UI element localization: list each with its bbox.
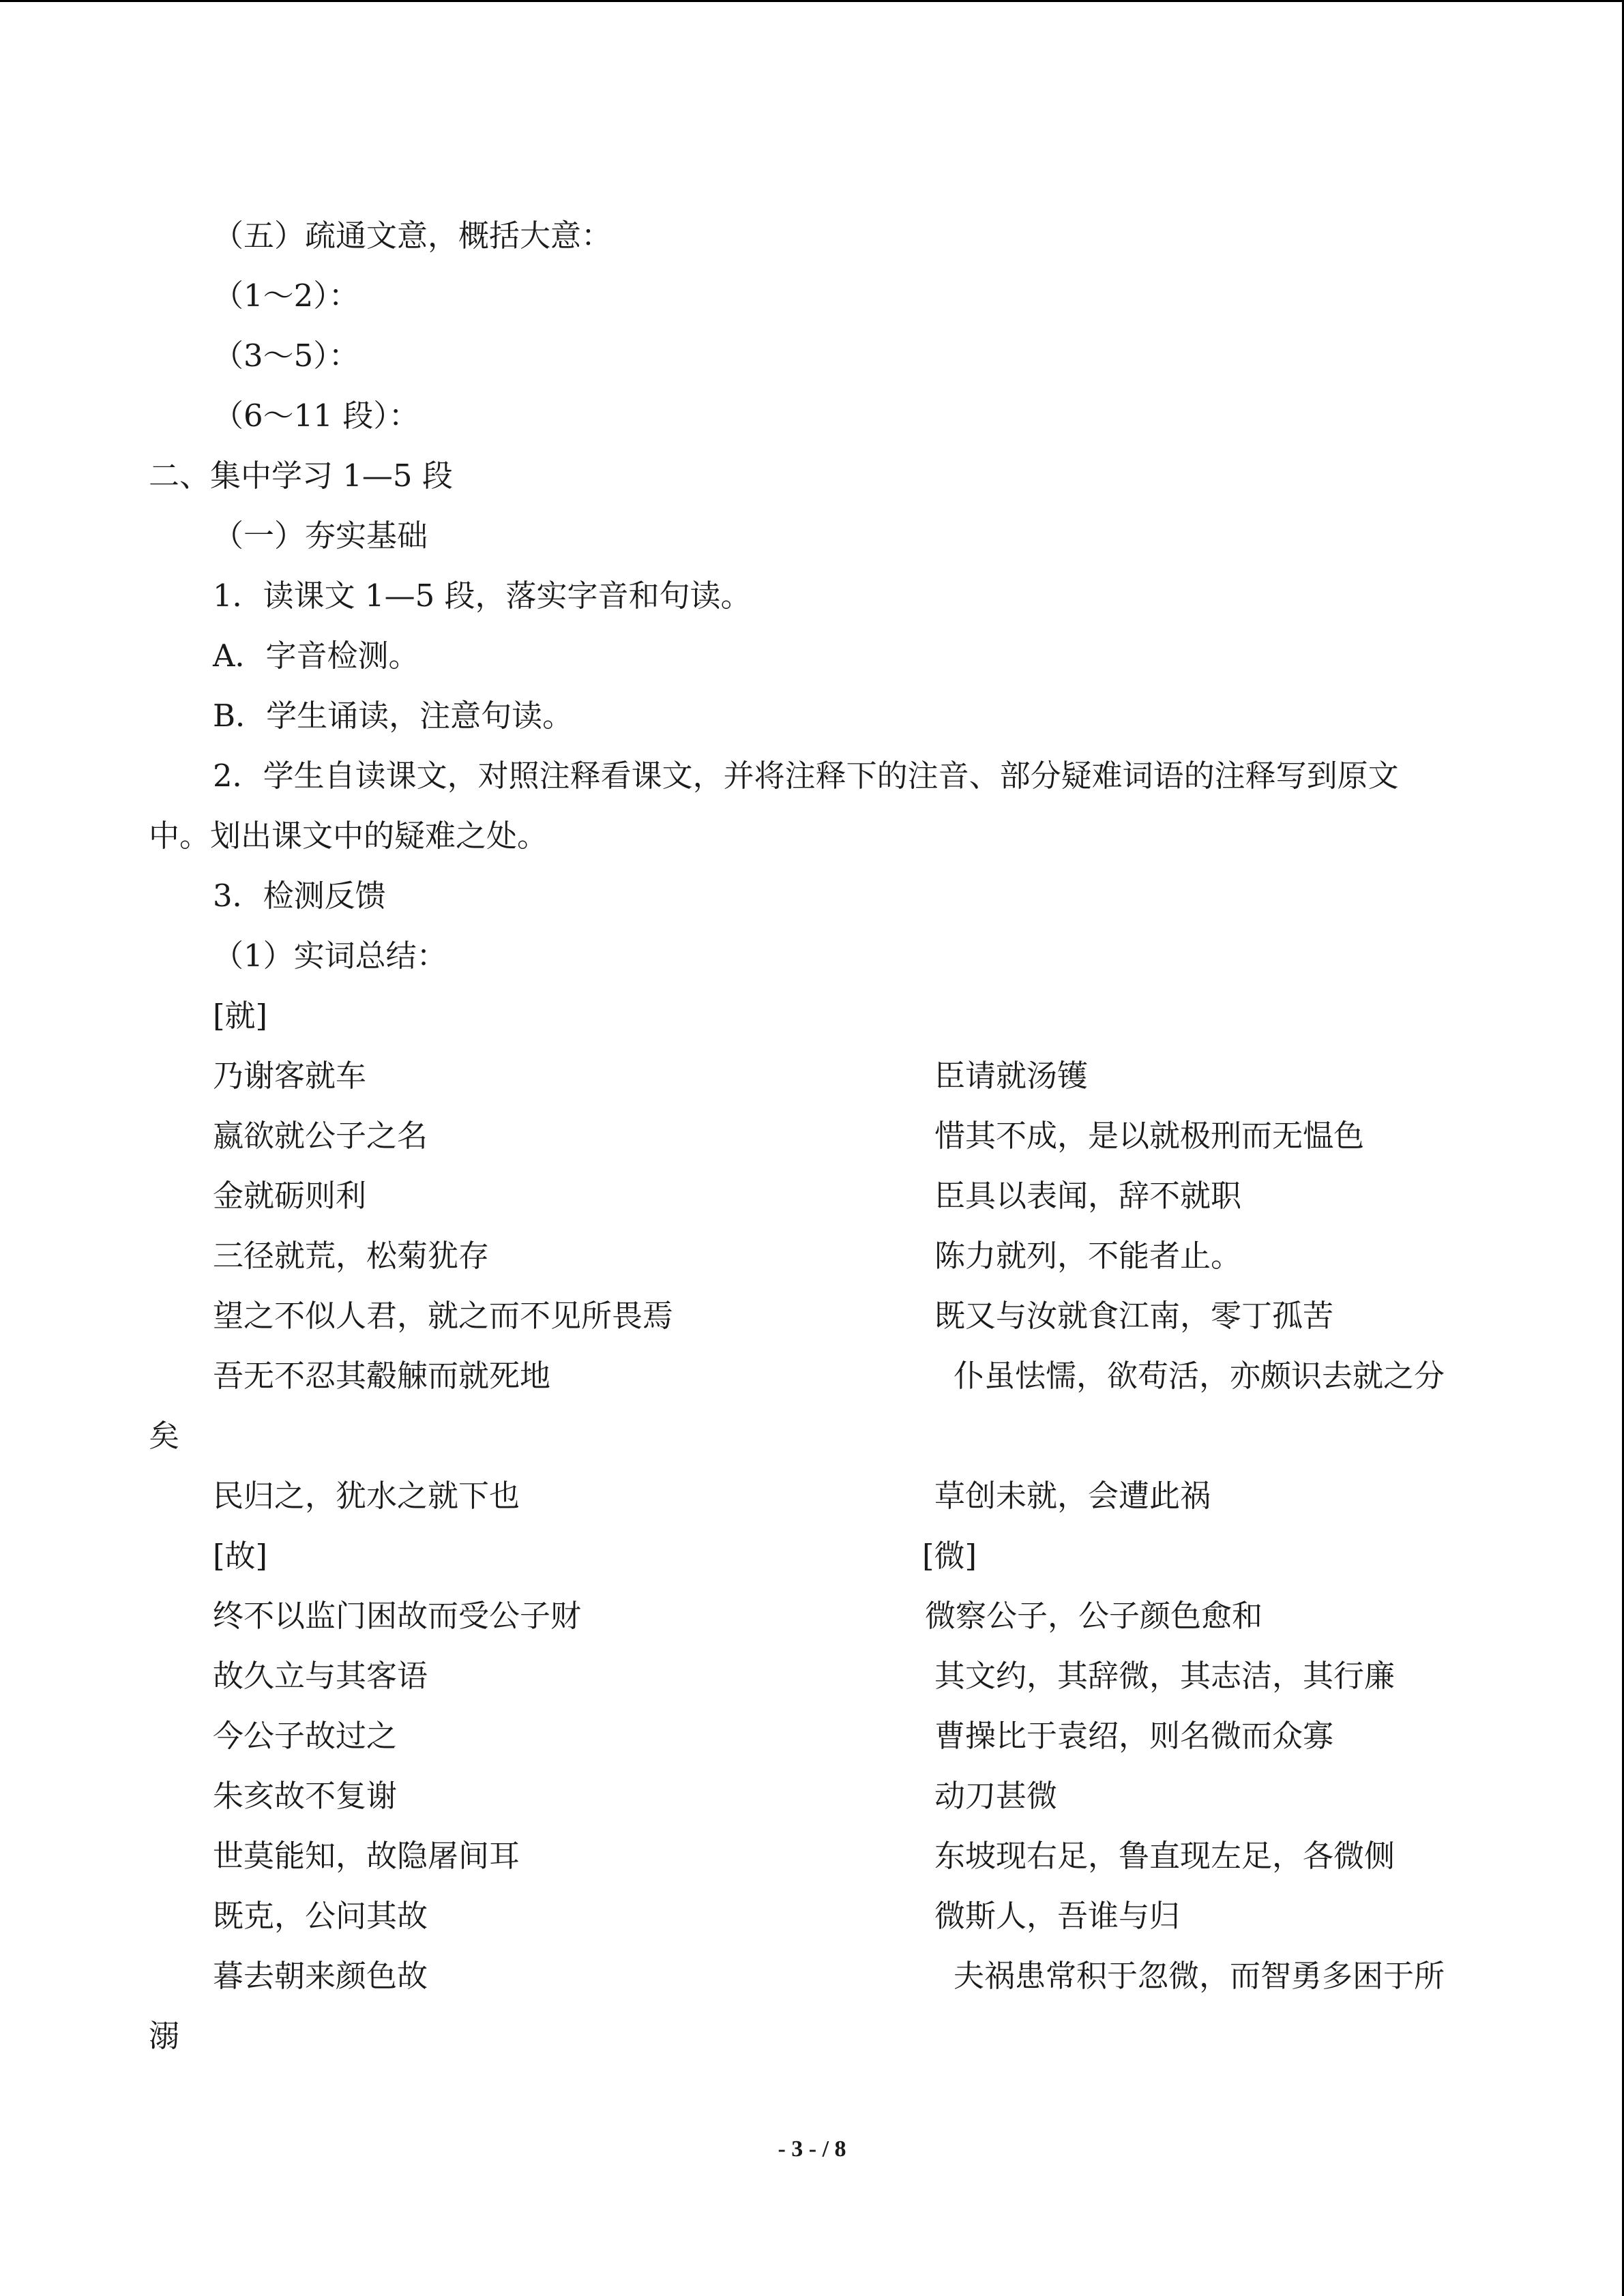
step2-line2: 中。划出课文中的疑难之处。 [149, 818, 548, 854]
jiu-example: 乃谢客就车 [213, 1058, 367, 1094]
wei-example-wrap: 溺 [149, 2018, 180, 2054]
wei-example: 微察公子，公子颜色愈和 [925, 1598, 1263, 1634]
gu-example: 终不以监门困故而受公子财 [213, 1598, 582, 1634]
section5-part2: （3～5）： [213, 338, 359, 374]
section2-heading: 二、集中学习 1—5 段 [149, 458, 453, 494]
step3-1: （1）实词总结： [213, 938, 447, 974]
word-gu-label: [故] [213, 1538, 268, 1574]
word-wei-label: [微] [922, 1538, 977, 1574]
step1-b: B．学生诵读，注意句读。 [213, 698, 574, 734]
page-number: - 3 - / 8 [778, 2136, 846, 2162]
gu-example: 故久立与其客语 [213, 1658, 428, 1694]
wei-example: 其文约，其辞微，其志洁，其行廉 [934, 1658, 1396, 1694]
gu-example: 既克，公问其故 [213, 1898, 428, 1934]
jiu-example: 望之不似人君，就之而不见所畏焉 [213, 1298, 674, 1334]
gu-example: 朱亥故不复谢 [213, 1778, 398, 1814]
gu-example: 今公子故过之 [213, 1718, 398, 1754]
section5-part3: （6～11 段）： [213, 398, 419, 434]
wei-example: 微斯人，吾谁与归 [934, 1898, 1181, 1934]
gu-example: 世莫能知，故隐屠间耳 [213, 1838, 520, 1874]
step3: 3．检测反馈 [213, 878, 386, 914]
gu-example: 暮去朝来颜色故 [213, 1958, 428, 1994]
jiu-example: 仆虽怯懦，欲苟活，亦颇识去就之分 [954, 1358, 1445, 1394]
jiu-example: 臣具以表闻，辞不就职 [934, 1178, 1242, 1214]
jiu-example: 三径就荒，松菊犹存 [213, 1238, 490, 1274]
step2-line1: 2．学生自读课文，对照注释看课文，并将注释下的注音、部分疑难词语的注释写到原文 [213, 758, 1399, 794]
section5-heading: （五）疏通文意，概括大意： [213, 218, 612, 254]
top-border [0, 0, 1624, 2]
jiu-example: 草创未就，会遭此祸 [934, 1478, 1211, 1514]
jiu-example: 陈力就列，不能者止。 [934, 1238, 1242, 1274]
wei-example: 动刀甚微 [934, 1778, 1058, 1814]
wei-example: 夫祸患常积于忽微，而智勇多困于所 [954, 1958, 1445, 1994]
wei-example: 东坡现右足，鲁直现左足，各微侧 [934, 1838, 1396, 1874]
jiu-example: 臣请就汤镬 [934, 1058, 1089, 1094]
jiu-example: 嬴欲就公子之名 [213, 1118, 428, 1154]
step1-a: A．字音检测。 [213, 638, 419, 674]
jiu-example-wrap: 矣 [149, 1418, 180, 1454]
jiu-example: 既又与汝就食江南，零丁孤苦 [934, 1298, 1334, 1334]
jiu-example: 吾无不忍其觳觫而就死地 [213, 1358, 551, 1394]
section5-part1: （1～2）： [213, 278, 359, 314]
word-jiu-label: [就] [213, 998, 268, 1034]
jiu-example: 惜其不成，是以就极刑而无愠色 [934, 1118, 1365, 1154]
step1: 1．读课文 1—5 段，落实字音和句读。 [213, 578, 752, 614]
section2-subheading: （一）夯实基础 [213, 518, 428, 554]
jiu-example: 民归之，犹水之就下也 [213, 1478, 520, 1514]
jiu-example: 金就砺则利 [213, 1178, 367, 1214]
wei-example: 曹操比于袁绍，则名微而众寡 [934, 1718, 1334, 1754]
